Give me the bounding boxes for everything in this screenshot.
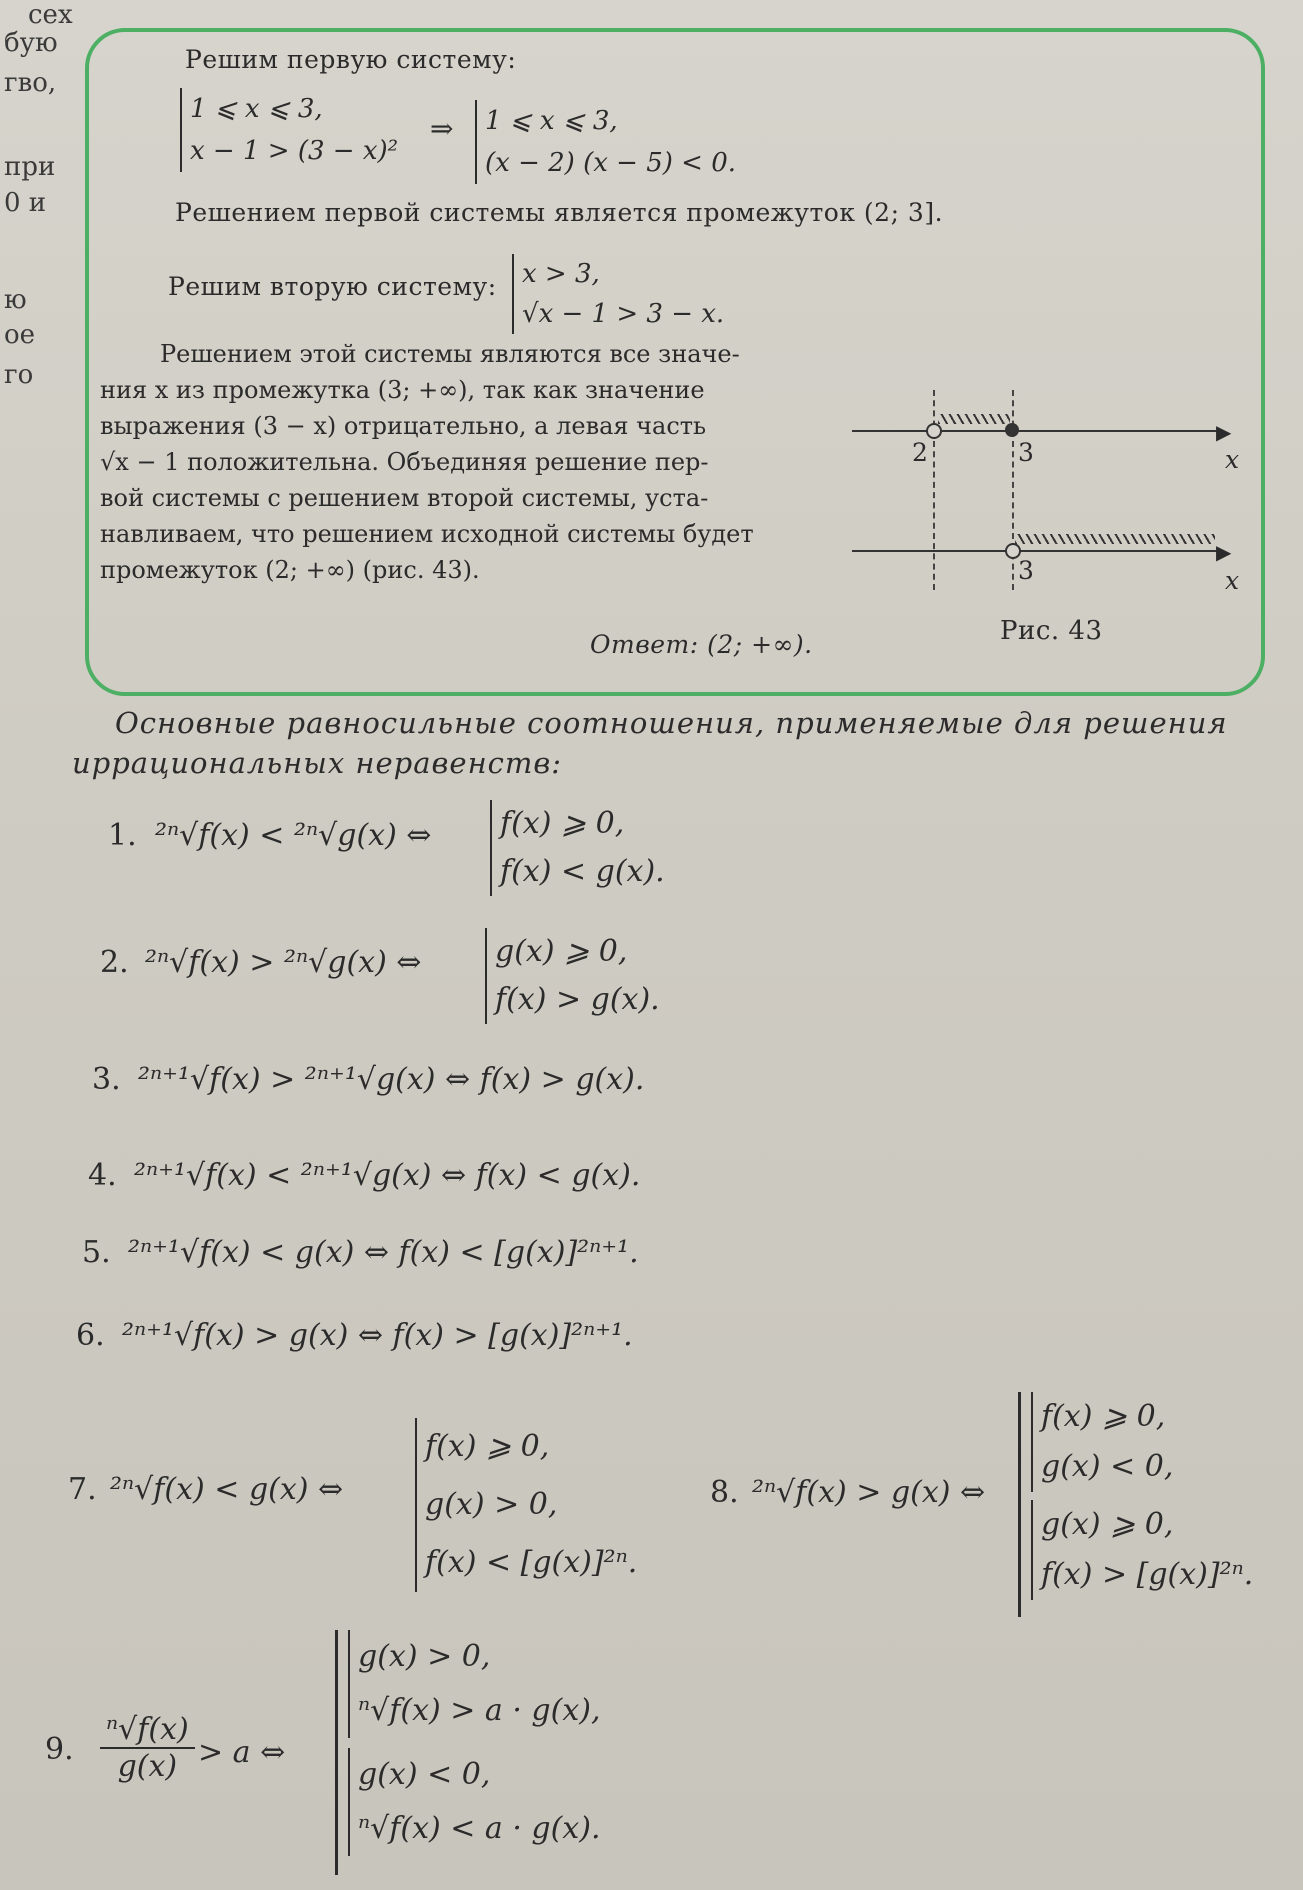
system-line: ⁿ√f(x) < a · g(x).: [358, 1811, 601, 1846]
system-line: f(x) > [g(x)]²ⁿ.: [1041, 1557, 1254, 1592]
system-1-right: [475, 100, 736, 184]
axis-label-x: x: [1225, 566, 1240, 595]
system-line: g(x) < 0,: [1041, 1449, 1174, 1484]
margin-fragment: го: [4, 360, 34, 390]
dashed-line-3: [1012, 390, 1014, 590]
system-line: √x − 1 > 3 − x.: [522, 299, 725, 329]
margin-fragment: гво,: [4, 68, 57, 98]
system-2: [512, 254, 724, 334]
rule-8-collection: [1018, 1392, 1253, 1617]
arrow-head-icon: ▶: [1216, 540, 1232, 564]
rule-7-lhs: ²ⁿ√f(x) < g(x) ⇔: [110, 1472, 344, 1507]
margin-fragment: при: [4, 152, 56, 182]
answer: Ответ: (2; +∞).: [590, 630, 813, 659]
section-heading: иррациональных неравенств:: [72, 746, 563, 780]
section-heading: Основные равносильные соотношения, применяемые для решения: [115, 706, 1228, 740]
system-line: g(x) > 0,: [358, 1639, 491, 1674]
rule-9-fraction: [100, 1712, 195, 1784]
rule-4-text: ²ⁿ⁺¹√f(x) < ²ⁿ⁺¹√g(x) ⇔ f(x) < g(x).: [134, 1158, 641, 1193]
system-line: f(x) < [g(x)]²ⁿ.: [425, 1545, 638, 1580]
system-line: g(x) ⩾ 0,: [1041, 1507, 1174, 1542]
rule-8-system-a: [1031, 1392, 1253, 1492]
box-first-system-heading: Решим первую систему:: [185, 45, 517, 74]
axis-label-x: x: [1225, 445, 1240, 474]
tick-label-3: 3: [1018, 438, 1035, 467]
box-explanation: [100, 336, 820, 588]
rule-2-lhs: ²ⁿ√f(x) > ²ⁿ√g(x) ⇔: [145, 945, 422, 980]
figure-caption: Рис. 43: [1000, 616, 1103, 646]
system-line: ⁿ√f(x) > a · g(x),: [358, 1693, 601, 1728]
rule-1-lhs: ²ⁿ√f(x) < ²ⁿ√g(x) ⇔: [155, 818, 432, 853]
paragraph-line: вой системы с решением второй системы, уста-: [100, 484, 709, 512]
system-line: g(x) > 0,: [425, 1487, 558, 1522]
hatch-interval-3-inf: [1015, 534, 1215, 544]
rule-number: 7.: [68, 1472, 97, 1507]
fraction-numerator: ⁿ√f(x): [100, 1712, 195, 1749]
rule-number: 2.: [100, 945, 129, 980]
system-line: f(x) < g(x).: [500, 854, 665, 889]
dashed-line-2: [933, 390, 935, 590]
system-line: x > 3,: [522, 259, 600, 289]
system-line: f(x) ⩾ 0,: [1041, 1399, 1166, 1434]
implies-arrow: ⇒: [430, 112, 454, 145]
rule-9-collection: [335, 1630, 600, 1875]
rule-number: 8.: [710, 1475, 739, 1510]
system-line: 1 ⩽ x ⩽ 3,: [190, 94, 323, 124]
rule-8-system-b: [1031, 1500, 1253, 1600]
hatch-interval-2-3: [938, 414, 1010, 424]
rule-5-text: ²ⁿ⁺¹√f(x) < g(x) ⇔ f(x) < [g(x)]²ⁿ⁺¹.: [128, 1235, 639, 1270]
rule-9-lhs-tail: > a ⇔: [198, 1735, 286, 1770]
rule-number: 4.: [88, 1158, 117, 1193]
paragraph-line: √x − 1 положительна. Объединяя решение пер-: [100, 448, 709, 476]
system-line: f(x) ⩾ 0,: [425, 1429, 550, 1464]
system-line: 1 ⩽ x ⩽ 3,: [485, 106, 618, 136]
rule-1-system: [490, 800, 665, 896]
fraction-denominator: g(x): [117, 1749, 178, 1784]
tick-label-3: 3: [1018, 556, 1035, 585]
rule-number: 1.: [108, 818, 137, 853]
paragraph-line: ния x из промежутка (3; +∞), так как значение: [100, 376, 705, 404]
margin-fragment: ю: [4, 285, 27, 315]
system-line: g(x) < 0,: [358, 1757, 491, 1792]
number-line-bottom: [852, 550, 1222, 552]
rule-9-system-a: [348, 1630, 600, 1738]
rule-number: 3.: [92, 1062, 121, 1097]
rule-number: 9.: [45, 1732, 74, 1767]
open-point-2: [926, 423, 942, 439]
arrow-head-icon: ▶: [1216, 420, 1232, 444]
system-line: f(x) ⩾ 0,: [500, 806, 625, 841]
system-line: f(x) > g(x).: [495, 982, 660, 1017]
rule-2-system: [485, 928, 660, 1024]
rule-7-system: [415, 1418, 637, 1592]
rule-3-text: ²ⁿ⁺¹√f(x) > ²ⁿ⁺¹√g(x) ⇔ f(x) > g(x).: [138, 1062, 645, 1097]
margin-fragment: бую: [4, 28, 58, 58]
rule-6-text: ²ⁿ⁺¹√f(x) > g(x) ⇔ f(x) > [g(x)]²ⁿ⁺¹.: [122, 1318, 633, 1353]
rule-number: 6.: [76, 1318, 105, 1353]
paragraph-line: выражения (3 − x) отрицательно, а левая часть: [100, 412, 707, 440]
margin-fragment: сех: [28, 0, 73, 30]
closed-point-3: [1005, 423, 1019, 437]
rule-8-lhs: ²ⁿ√f(x) > g(x) ⇔: [752, 1475, 986, 1510]
paragraph-line: Решением этой системы являются все значе-: [160, 340, 740, 368]
margin-fragment: ое: [4, 320, 36, 350]
system-line: (x − 2) (x − 5) < 0.: [485, 148, 736, 178]
rule-9-system-b: [348, 1748, 600, 1856]
paragraph-line: навливаем, что решением исходной системы будет: [100, 520, 754, 548]
margin-fragment: 0 и: [4, 188, 47, 218]
paragraph-line: промежуток (2; +∞) (рис. 43).: [100, 556, 480, 584]
box-second-system-heading: Решим вторую систему:: [168, 272, 497, 301]
tick-label-2: 2: [912, 438, 929, 467]
system-line: x − 1 > (3 − x)²: [190, 136, 399, 166]
system-1-left: [180, 88, 398, 172]
system-line: g(x) ⩾ 0,: [495, 934, 628, 969]
number-line-top: [852, 430, 1222, 432]
box-first-system-result: Решением первой системы является промежуток (2; 3].: [175, 198, 944, 227]
rule-number: 5.: [82, 1235, 111, 1270]
